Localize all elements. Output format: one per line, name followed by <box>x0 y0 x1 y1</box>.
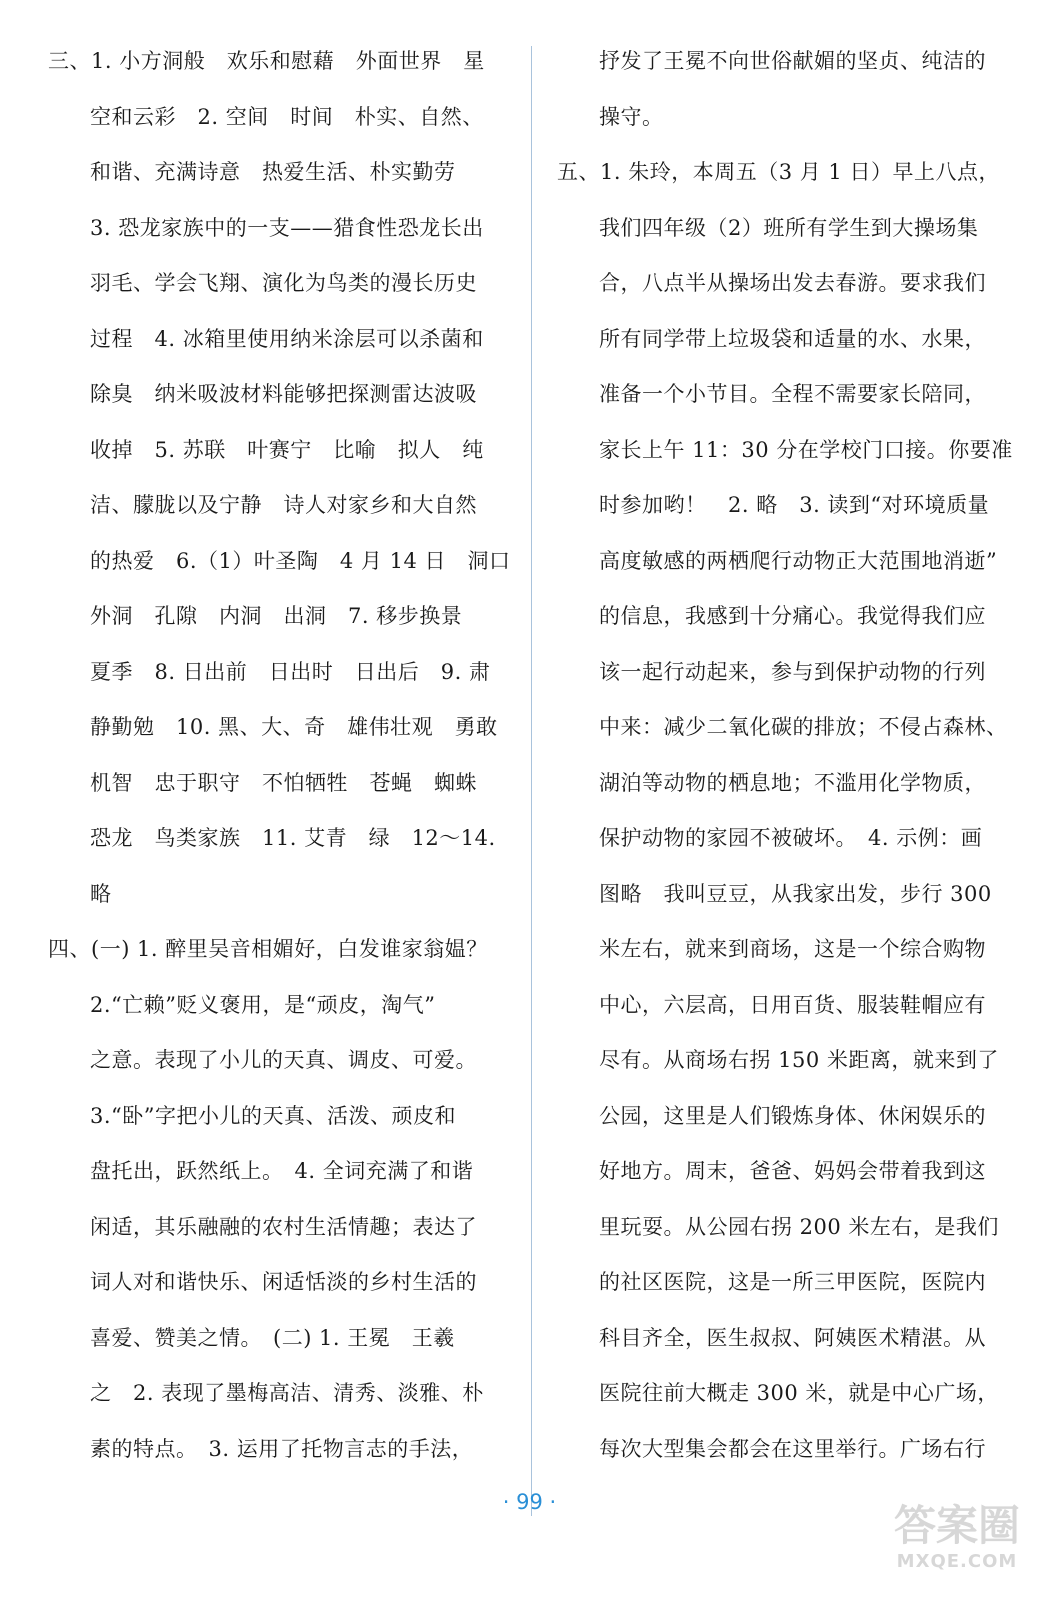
text-line: 2.“亡赖”贬义褒用，是“顽皮，淘气” <box>90 992 436 1017</box>
text-line: 词人对和谐快乐、闲适恬淡的乡村生活的 <box>90 1270 477 1294</box>
text-line: 之 2. 表现了墨梅高洁、清秀、淡雅、朴 <box>90 1381 484 1405</box>
text-line: 夏季 8. 日出前 日出时 日出后 9. 肃 <box>90 659 491 684</box>
text-line: 3.“卧”字把小儿的天真、活泼、顽皮和 <box>90 1103 457 1128</box>
watermark-url: MXQE.COM <box>896 1551 1018 1572</box>
text-line: 米左右，就来到商场，这是一个综合购物 <box>599 937 986 961</box>
text-line: 准备一个小节目。全程不需要家长陪同， <box>599 382 986 406</box>
text-line: 科目齐全，医生叔叔、阿姨医术精湛。从 <box>599 1325 986 1350</box>
column-divider <box>531 46 532 1516</box>
text-line: 所有同学带上垃圾袋和适量的水、水果， <box>599 326 986 351</box>
left-column <box>48 34 511 1477</box>
text-line: 略 <box>90 881 112 906</box>
text-line: 该一起行动起来，参与到保护动物的行列 <box>599 659 986 684</box>
text-line: 的社区医院，这是一所三甲医院，医院内 <box>599 1270 986 1294</box>
text-line: 合，八点半从操场出发去春游。要求我们 <box>599 271 986 295</box>
text-line: 喜爱、赞美之情。 (二) 1. 王冕 王羲 <box>90 1325 455 1350</box>
text-line: 之意。表现了小儿的天真、调皮、可爱。 <box>90 1048 477 1072</box>
text-line: 图略 我叫豆豆，从我家出发，步行 300 <box>599 881 992 906</box>
text-line: 洁、朦胧以及宁静 诗人对家乡和大自然 <box>90 493 477 517</box>
text-line: 的热爱 6.（1）叶圣陶 4 月 14 日 洞口 <box>90 548 511 573</box>
text-line: 闲适，其乐融融的农村生活情趣；表达了 <box>90 1214 477 1239</box>
text-line: 静勤勉 10. 黑、大、奇 雄伟壮观 勇敢 <box>90 715 498 739</box>
text-line: 和谐、充满诗意 热爱生活、朴实勤劳 <box>90 160 456 184</box>
text-line: 抒发了王冕不向世俗献媚的坚贞、纯洁的 <box>599 49 986 73</box>
right-column <box>557 34 1017 1477</box>
text-line: 时参加哟！ 2. 略 3. 读到“对环境质量 <box>599 493 990 517</box>
text-line: 盘托出，跃然纸上。 4. 全词充满了和谐 <box>90 1159 474 1183</box>
text-line: 里玩耍。从公园右拐 200 米左右，是我们 <box>599 1214 999 1239</box>
text-line: 除臭 纳米吸波材料能够把探测雷达波吸 <box>90 382 477 406</box>
text-line: 每次大型集会都会在这里举行。广场右行 <box>599 1436 986 1461</box>
text-line: 湖泊等动物的栖息地；不滥用化学物质， <box>599 770 986 795</box>
text-line: 过程 4. 冰箱里使用纳米涂层可以杀菌和 <box>90 326 484 351</box>
text-line: 好地方。周末，爸爸、妈妈会带着我到这 <box>599 1159 986 1183</box>
text-line: 医院往前大概走 300 米，就是中心广场， <box>599 1381 999 1405</box>
watermark-logo-icon: 答案圈 <box>893 1501 1020 1550</box>
text-line: 公园，这里是人们锻炼身体、休闲娱乐的 <box>599 1103 986 1128</box>
text-line: 3. 恐龙家族中的一支——猎食性恐龙长出 <box>90 215 484 240</box>
text-line: 尽有。从商场右拐 150 米距离，就来到了 <box>599 1048 999 1072</box>
page-number: · 99 · <box>502 1490 557 1514</box>
text-line: 外洞 孔隙 内洞 出洞 7. 移步换景 <box>90 604 463 628</box>
text-line: 收掉 5. 苏联 叶赛宁 比喻 拟人 纯 <box>90 437 484 462</box>
text-line: 空和云彩 2. 空间 时间 朴实、自然、 <box>90 104 484 129</box>
text-line: 三、1. 小方洞般 欢乐和慰藉 外面世界 星 <box>48 49 485 73</box>
text-line: 五、1. 朱玲，本周五（3 月 1 日）早上八点， <box>557 160 1000 184</box>
text-line: 高度敏感的两栖爬行动物正大范围地消逝” <box>599 548 998 573</box>
text-line: 羽毛、学会飞翔、演化为鸟类的漫长历史 <box>90 271 477 295</box>
text-line: 机智 忠于职守 不怕牺牲 苍蝇 蜘蛛 <box>90 770 477 795</box>
text-line: 操守。 <box>599 104 664 129</box>
text-line: 的信息，我感到十分痛心。我觉得我们应 <box>599 604 986 628</box>
text-line: 中来：减少二氧化碳的排放；不侵占森林、 <box>599 715 1008 739</box>
text-line: 恐龙 鸟类家族 11. 艾青 绿 12～14. <box>90 826 496 850</box>
text-line: 四、(一) 1. 醉里吴音相媚好，白发谁家翁媪？ <box>48 937 488 961</box>
text-line: 家长上午 11：30 分在学校门口接。你要准 <box>599 437 1013 462</box>
watermark <box>883 1502 1031 1580</box>
text-line: 中心，六层高，日用百货、服装鞋帽应有 <box>599 992 986 1017</box>
text-line: 素的特点。 3. 运用了托物言志的手法， <box>90 1436 474 1461</box>
text-line: 保护动物的家园不被破坏。 4. 示例：画 <box>599 826 983 850</box>
text-line: 我们四年级（2）班所有学生到大操场集 <box>599 215 979 240</box>
